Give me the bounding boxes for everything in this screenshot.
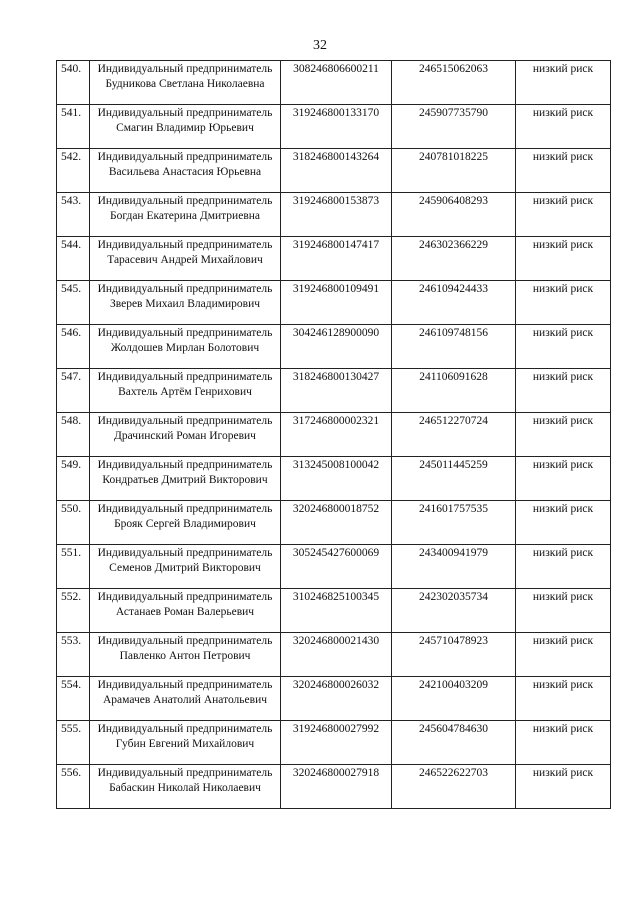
ogrn-cell: 310246825100345 [281,589,392,633]
inn-cell: 245906408293 [392,193,516,237]
table-row [57,457,611,501]
risk-category: низкий риск [516,237,611,281]
risk-category: низкий риск [516,105,611,149]
table-row [57,281,611,325]
risk-category: низкий риск [516,61,611,105]
row-number: 551. [57,545,90,589]
ogrn-cell: 319246800133170 [281,105,392,149]
entrepreneur-name: Индивидуальный предприниматель Астанаев Роман Валерьевич [90,589,281,633]
entrepreneur-name: Индивидуальный предприниматель Вахтель Артём Генрихович [90,369,281,413]
risk-category: низкий риск [516,325,611,369]
ogrn-cell: 320246800021430 [281,633,392,677]
row-number: 552. [57,589,90,633]
risk-category: низкий риск [516,149,611,193]
entrepreneur-name: Индивидуальный предприниматель Будникова Светлана Николаевна [90,61,281,105]
ogrn-cell: 319246800109491 [281,281,392,325]
row-number: 549. [57,457,90,501]
table-row [57,765,611,809]
ogrn-cell: 319246800147417 [281,237,392,281]
table-row [57,237,611,281]
table-row [57,61,611,105]
inn-cell: 246522622703 [392,765,516,809]
inn-cell: 245011445259 [392,457,516,501]
row-number: 556. [57,765,90,809]
page-number: 32 [313,38,327,53]
row-number: 545. [57,281,90,325]
inn-cell: 241106091628 [392,369,516,413]
inn-cell: 242100403209 [392,677,516,721]
ogrn-cell: 317246800002321 [281,413,392,457]
risk-category: низкий риск [516,457,611,501]
entrepreneur-name: Индивидуальный предприниматель Богдан Екатерина Дмитриевна [90,193,281,237]
risk-category: низкий риск [516,193,611,237]
inn-cell: 242302035734 [392,589,516,633]
row-number: 540. [57,61,90,105]
ogrn-cell: 320246800026032 [281,677,392,721]
entrepreneur-name: Индивидуальный предприниматель Драчинский Роман Игоревич [90,413,281,457]
table-row [57,149,611,193]
registry-table [56,60,611,809]
entrepreneur-name: Индивидуальный предприниматель Жолдошев Мирлан Болотович [90,325,281,369]
table-row [57,589,611,633]
registry-table-body [57,61,611,809]
table-row [57,501,611,545]
row-number: 550. [57,501,90,545]
risk-category: низкий риск [516,721,611,765]
risk-category: низкий риск [516,765,611,809]
risk-category: низкий риск [516,413,611,457]
row-number: 554. [57,677,90,721]
entrepreneur-name: Индивидуальный предприниматель Васильева Анастасия Юрьевна [90,149,281,193]
ogrn-cell: 308246806600211 [281,61,392,105]
entrepreneur-name: Индивидуальный предприниматель Губин Евгений Михайлович [90,721,281,765]
risk-category: низкий риск [516,589,611,633]
entrepreneur-name: Индивидуальный предприниматель Павленко Антон Петрович [90,633,281,677]
table-row [57,677,611,721]
inn-cell: 246109748156 [392,325,516,369]
row-number: 548. [57,413,90,457]
risk-category: низкий риск [516,633,611,677]
table-row [57,545,611,589]
row-number: 541. [57,105,90,149]
inn-cell: 245907735790 [392,105,516,149]
row-number: 546. [57,325,90,369]
ogrn-cell: 320246800027918 [281,765,392,809]
table-row [57,325,611,369]
row-number: 544. [57,237,90,281]
entrepreneur-name: Индивидуальный предприниматель Зверев Михаил Владимирович [90,281,281,325]
table-row [57,193,611,237]
table-row [57,413,611,457]
inn-cell: 245604784630 [392,721,516,765]
ogrn-cell: 304246128900090 [281,325,392,369]
risk-category: низкий риск [516,369,611,413]
ogrn-cell: 319246800153873 [281,193,392,237]
risk-category: низкий риск [516,677,611,721]
risk-category: низкий риск [516,281,611,325]
inn-cell: 246302366229 [392,237,516,281]
risk-category: низкий риск [516,545,611,589]
ogrn-cell: 305245427600069 [281,545,392,589]
ogrn-cell: 313245008100042 [281,457,392,501]
entrepreneur-name: Индивидуальный предприниматель Смагин Владимир Юрьевич [90,105,281,149]
entrepreneur-name: Индивидуальный предприниматель Арамачев Анатолий Анатольевич [90,677,281,721]
inn-cell: 243400941979 [392,545,516,589]
entrepreneur-name: Индивидуальный предприниматель Брояк Сергей Владимирович [90,501,281,545]
row-number: 555. [57,721,90,765]
inn-cell: 240781018225 [392,149,516,193]
inn-cell: 246515062063 [392,61,516,105]
table-row [57,721,611,765]
ogrn-cell: 318246800143264 [281,149,392,193]
row-number: 542. [57,149,90,193]
entrepreneur-name: Индивидуальный предприниматель Кондратьев Дмитрий Викторович [90,457,281,501]
row-number: 543. [57,193,90,237]
risk-category: низкий риск [516,501,611,545]
entrepreneur-name: Индивидуальный предприниматель Бабаскин Николай Николаевич [90,765,281,809]
ogrn-cell: 319246800027992 [281,721,392,765]
inn-cell: 246512270724 [392,413,516,457]
ogrn-cell: 320246800018752 [281,501,392,545]
row-number: 547. [57,369,90,413]
inn-cell: 245710478923 [392,633,516,677]
table-row [57,105,611,149]
entrepreneur-name: Индивидуальный предприниматель Тарасевич Андрей Михайлович [90,237,281,281]
table-row [57,369,611,413]
ogrn-cell: 318246800130427 [281,369,392,413]
row-number: 553. [57,633,90,677]
entrepreneur-name: Индивидуальный предприниматель Семенов Дмитрий Викторович [90,545,281,589]
inn-cell: 241601757535 [392,501,516,545]
inn-cell: 246109424433 [392,281,516,325]
table-row [57,633,611,677]
